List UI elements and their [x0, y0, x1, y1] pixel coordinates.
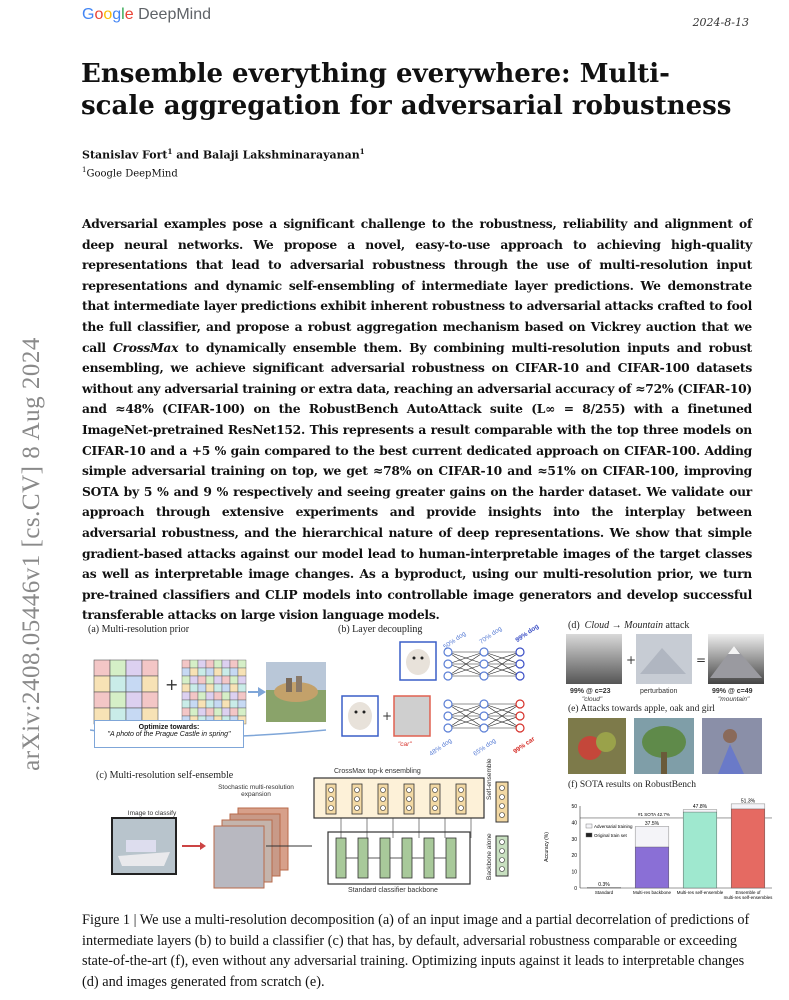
- top-label-3: 99% dog: [514, 622, 541, 645]
- robustbench-chart: [538, 792, 778, 902]
- paper-date: 2024-8-13: [692, 16, 749, 29]
- legend-label: Adversarial training: [594, 824, 633, 829]
- self-ensemble-label: Self-ensemble: [486, 758, 493, 800]
- bar-data-label: 51.3%: [740, 798, 756, 805]
- x-tick-label: Multi-res backbone: [632, 890, 672, 895]
- bar-data-label: 47.8%: [692, 804, 708, 811]
- author-list: Stanislav Fort$^1$ and Balaji Lakshminarayanan$^1$: [82, 147, 365, 162]
- svg-text:+: +: [165, 675, 179, 694]
- expansion-label: Stochastic multi-resolution expansion: [218, 784, 294, 798]
- svg-text:+: +: [626, 653, 637, 667]
- top-label-2: 70% dog: [478, 625, 504, 646]
- top-label-1: 50% dog: [442, 630, 468, 651]
- author-1: Stanislav Fort: [82, 148, 168, 162]
- x-tick-label: Standard: [594, 890, 614, 895]
- bottom-label-3: 99% car: [512, 735, 537, 756]
- y-tick-label: 20: [571, 853, 577, 860]
- bottom-label-1: 48% dog: [428, 737, 454, 758]
- bar-original-train-set: [683, 812, 717, 888]
- legend-swatch: [586, 824, 592, 828]
- legend-swatch: [586, 833, 592, 837]
- panel-f-label: (f) SOTA results on RobustBench: [568, 780, 697, 790]
- deepmind-wordmark: DeepMind: [138, 6, 212, 23]
- svg-text:+: +: [382, 709, 393, 723]
- figure-caption: Figure 1 | We use a multi-resolution decomposition (a) of an input image and a partial decorrelation of predictions of intermediate layers (b) to build a classifier (c) that has, by default, adversarial robustness comparable or exceeding state-of-the-art (f), even without any adversarial training. Optimizing inputs against it leads to interpretable changes (d) and images generated from scratch (e).: [82, 912, 750, 990]
- bottom-label-2: 65% dog: [472, 737, 498, 758]
- y-tick-label: 40: [571, 820, 577, 827]
- backbone-label: Standard classifier backbone: [348, 887, 438, 894]
- paper-title: Ensemble everything everywhere: Multi-scale aggregation for adversarial robustness: [81, 59, 732, 121]
- bar-data-label: 0.3%: [598, 882, 610, 889]
- abstract: Adversarial examples pose a significant challenge to the robustness, reliability and alignment of deep neural networks. We propose a novel, easy-to-use approach to achieving high-quality representations that lead to adversarial robustness through the use of multi-resolution input representations and dynamic self-ensembling of intermediate layer predictions. We demonstrate that intermediate layer predictions exhibit inherent robustness to adversarial attacks crafted to fool the full classifier, and propose a robust aggregation mechanism based on Vickrey auction that we call CrossMax to dynamically ensemble them. By combining multi-resolution inputs and robust ensembling, we achieve significant adversarial robustness on CIFAR-10 and CIFAR-100 datasets without any adversarial training or extra data, reaching an adversarial accuracy of ≈72% (CIFAR-10) and ≈48% (CIFAR-100) on the RobustBench AutoAttack suite (L∞ = 8/255) with a finetuned ImageNet-pretrained ResNet152. This represents a result comparable with the top three models on CIFAR-10 and a +5 % gain compared to the best current dedicated approach on CIFAR-100. Adding simple adversarial training on top, we get ≈78% on CIFAR-10 and ≈51% on CIFAR-100, improving SOTA by 5 % and 9 % respectively and seeing greater gains on the harder dataset. We validate our approach through extensive experiments and provide insights into the interplay between adversarial robustness, and the hierarchical nature of deep representations. We show that simple gradient-based attacks against our model lead to human-interpretable images of the target classes as well as interpretable image changes. As a byproduct, using our multi-resolution prior, we turn pre-trained classifiers and CLIP models into controllable image generators and develop successful transferable attacks on large vision language models.: [82, 216, 752, 623]
- sota-reference-label: #1 SOTA 42.7%: [638, 811, 670, 817]
- x-tick-label: Ensemble of: [735, 890, 761, 895]
- svg-text:=: =: [696, 653, 707, 667]
- cloud-mountain-images: [566, 634, 766, 686]
- panel-e-label: (e) Attacks towards apple, oak and girl: [568, 704, 715, 714]
- y-axis-label: Accuracy (%): [544, 832, 550, 862]
- crossmax-label: CrossMax top-k ensembling: [334, 768, 421, 775]
- y-tick-label: 50: [571, 804, 577, 810]
- self-ensemble-diagram: [92, 762, 532, 898]
- y-tick-label: 0: [574, 886, 577, 892]
- y-tick-label: 30: [571, 836, 577, 843]
- affiliation: $^1$Google DeepMind: [82, 166, 178, 180]
- author-2: Balaji Lakshminarayanan: [202, 148, 360, 162]
- x-tick-label: multi-res self-ensembles: [723, 895, 773, 900]
- bar-data-label: 37.5%: [644, 821, 660, 827]
- image-to-classify-label: Image to classify: [127, 810, 177, 817]
- legend-label: Original train set: [594, 833, 627, 838]
- panel-d-label: (d) Cloud → Mountain attack: [568, 620, 690, 631]
- panel-a-label: (a) Multi-resolution prior: [88, 624, 190, 635]
- noise-image: [394, 696, 430, 736]
- google-deepmind-logo: Google DeepMind: [82, 6, 212, 23]
- figure-1: (a) Multi-resolution prior + Optimize towards: "A photo of the Prague Castle in spring" (b) Layer decoupling + "car" 50% dog 70% dog 99% dog 48% dog 65% dog 99% car (d) Cloud → Mountain attack + = 99% @ c=23 "cloud" perturbation 99% @ c=49 "mountain" (e) Attacks towards apple, oak and girl (c) Multi-resolution self-ensemble Image to classify Stochastic multi-resolution expansion CrossMax top-k ensembling Standard classifier backbone Self-ensemble Backbone alone (f) SOTA results on RobustBench 0 10 20 30 40 50 Accuracy (%) #1 SOTA 42.7% 0.3% Standard 37.5% Multi-res backbone 47.8% Multi-res self-ensemble 51.3% Ensemble of multi-res self-ensembles Adversarial training Original train set: [82, 612, 782, 902]
- x-tick-label: Multi-res self-ensemble: [676, 890, 724, 895]
- bar-original-train-set: [635, 847, 669, 888]
- panel-c-label: (c) Multi-resolution self-ensemble: [96, 770, 234, 781]
- optimize-box: Optimize towards: "A photo of the Prague Castle in spring": [94, 720, 244, 748]
- bar-original-train-set: [731, 809, 765, 888]
- generated-images: [568, 718, 764, 776]
- backbone-alone-label: Backbone alone: [486, 833, 493, 880]
- arxiv-stamp: arXiv:2408.05446v1 [cs.CV] 8 Aug 2024: [18, 337, 45, 771]
- panel-b-label: (b) Layer decoupling: [338, 624, 423, 635]
- y-tick-label: 10: [571, 869, 577, 876]
